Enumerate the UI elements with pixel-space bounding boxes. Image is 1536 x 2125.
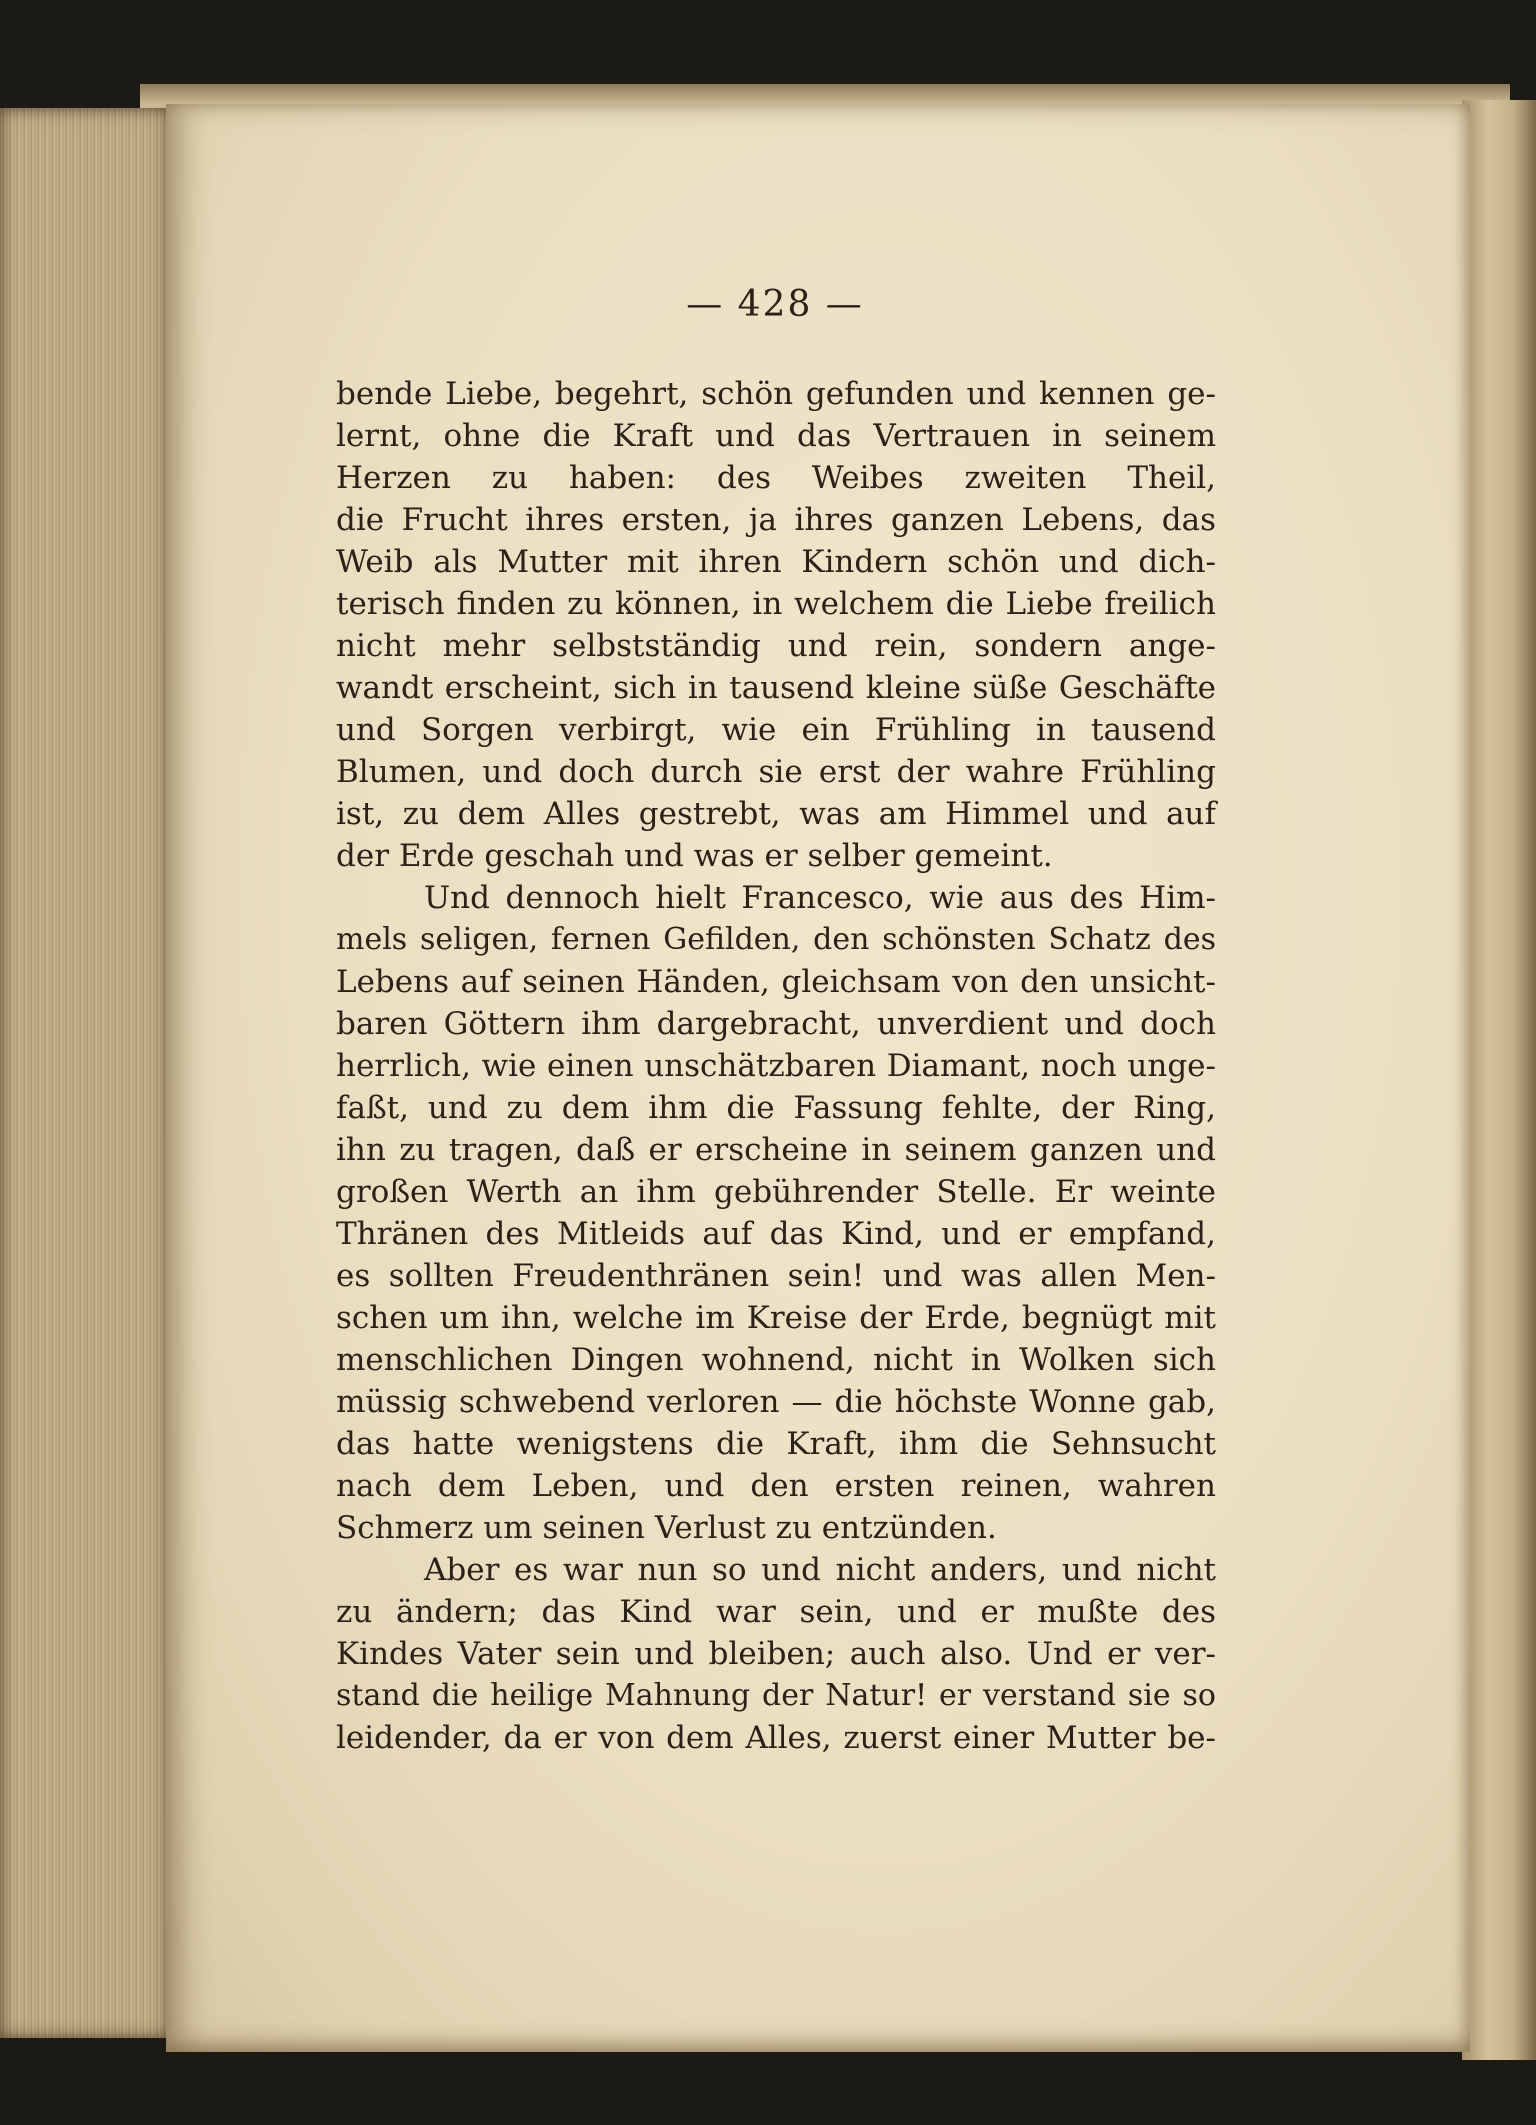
text-line: faßt, und zu dem ihm die Fassung fehlte, der Ring, [336,1090,1216,1126]
text-line: baren Göttern ihm dargebracht, unverdient und doch [336,1006,1216,1042]
text-line: und Sorgen verbirgt, wie ein Frühling in tausend [336,712,1216,748]
text-line: stand die heilige Mahnung der Natur! er verstand sie so [336,1678,1216,1713]
page-number: — 428 — [686,284,864,325]
text-line: lernt, ohne die Kraft und das Vertrauen in seinem [336,418,1216,454]
text-line: müssig schwebend verloren — die höchste Wonne gab, [336,1384,1216,1420]
text-line: großen Werth an ihm gebührender Stelle. Er weinte [336,1174,1216,1210]
text-line: die Frucht ihres ersten, ja ihres ganzen Lebens, das [336,502,1216,538]
text-line: Weib als Mutter mit ihren Kindern schön und dich- [336,544,1216,580]
text-line: das hatte wenigstens die Kraft, ihm die Sehnsucht [336,1426,1216,1462]
text-line: Und dennoch hielt Francesco, wie aus des Him- [424,880,1216,916]
text-line: Kindes Vater sein und bleiben; auch also. Und er ver- [336,1636,1216,1672]
text-line: terisch finden zu können, in welchem die Liebe freilich [336,586,1216,622]
text-line: nicht mehr selbstständig und rein, sondern ange- [336,628,1216,664]
text-line: bende Liebe, begehrt, schön gefunden und kennen ge- [336,376,1216,412]
text-line: Lebens auf seinen Händen, gleichsam von den unsicht- [336,964,1216,1000]
text-line: menschlichen Dingen wohnend, nicht in Wolken sich [336,1342,1216,1378]
text-line: nach dem Leben, und den ersten reinen, wahren [336,1468,1216,1504]
page-stack-left-edge [0,108,178,2038]
text-line: es sollten Freudenthränen sein! und was allen Men- [336,1258,1216,1294]
text-line: der Erde geschah und was er selber gemeint. [336,838,1053,874]
facing-page-edge [1462,100,1536,2060]
text-line: wandt erscheint, sich in tausend kleine süße Geschäfte [336,670,1216,706]
text-line: ihn zu tragen, daß er erscheine in seinem ganzen und [336,1132,1216,1168]
text-line: leidender, da er von dem Alles, zuerst einer Mutter be- [336,1720,1216,1756]
text-line: mels seligen, fernen Gefilden, den schönsten Schatz des [336,922,1216,957]
text-line: herrlich, wie einen unschätzbaren Diamant, noch unge- [336,1048,1216,1084]
text-line: schen um ihn, welche im Kreise der Erde, begnügt mit [336,1300,1216,1336]
text-line: Aber es war nun so und nicht anders, und nicht [424,1552,1216,1588]
text-line: Thränen des Mitleids auf das Kind, und er empfand, [336,1216,1216,1252]
text-line: zu ändern; das Kind war sein, und er mußte des [336,1594,1216,1630]
text-line: Schmerz um seinen Verlust zu entzünden. [336,1510,997,1546]
text-line: Blumen, und doch durch sie erst der wahre Frühling [336,754,1216,790]
text-line: Herzen zu haben: des Weibes zweiten Theil, [336,460,1216,496]
text-line: ist, zu dem Alles gestrebt, was am Himmel und auf [336,796,1216,832]
